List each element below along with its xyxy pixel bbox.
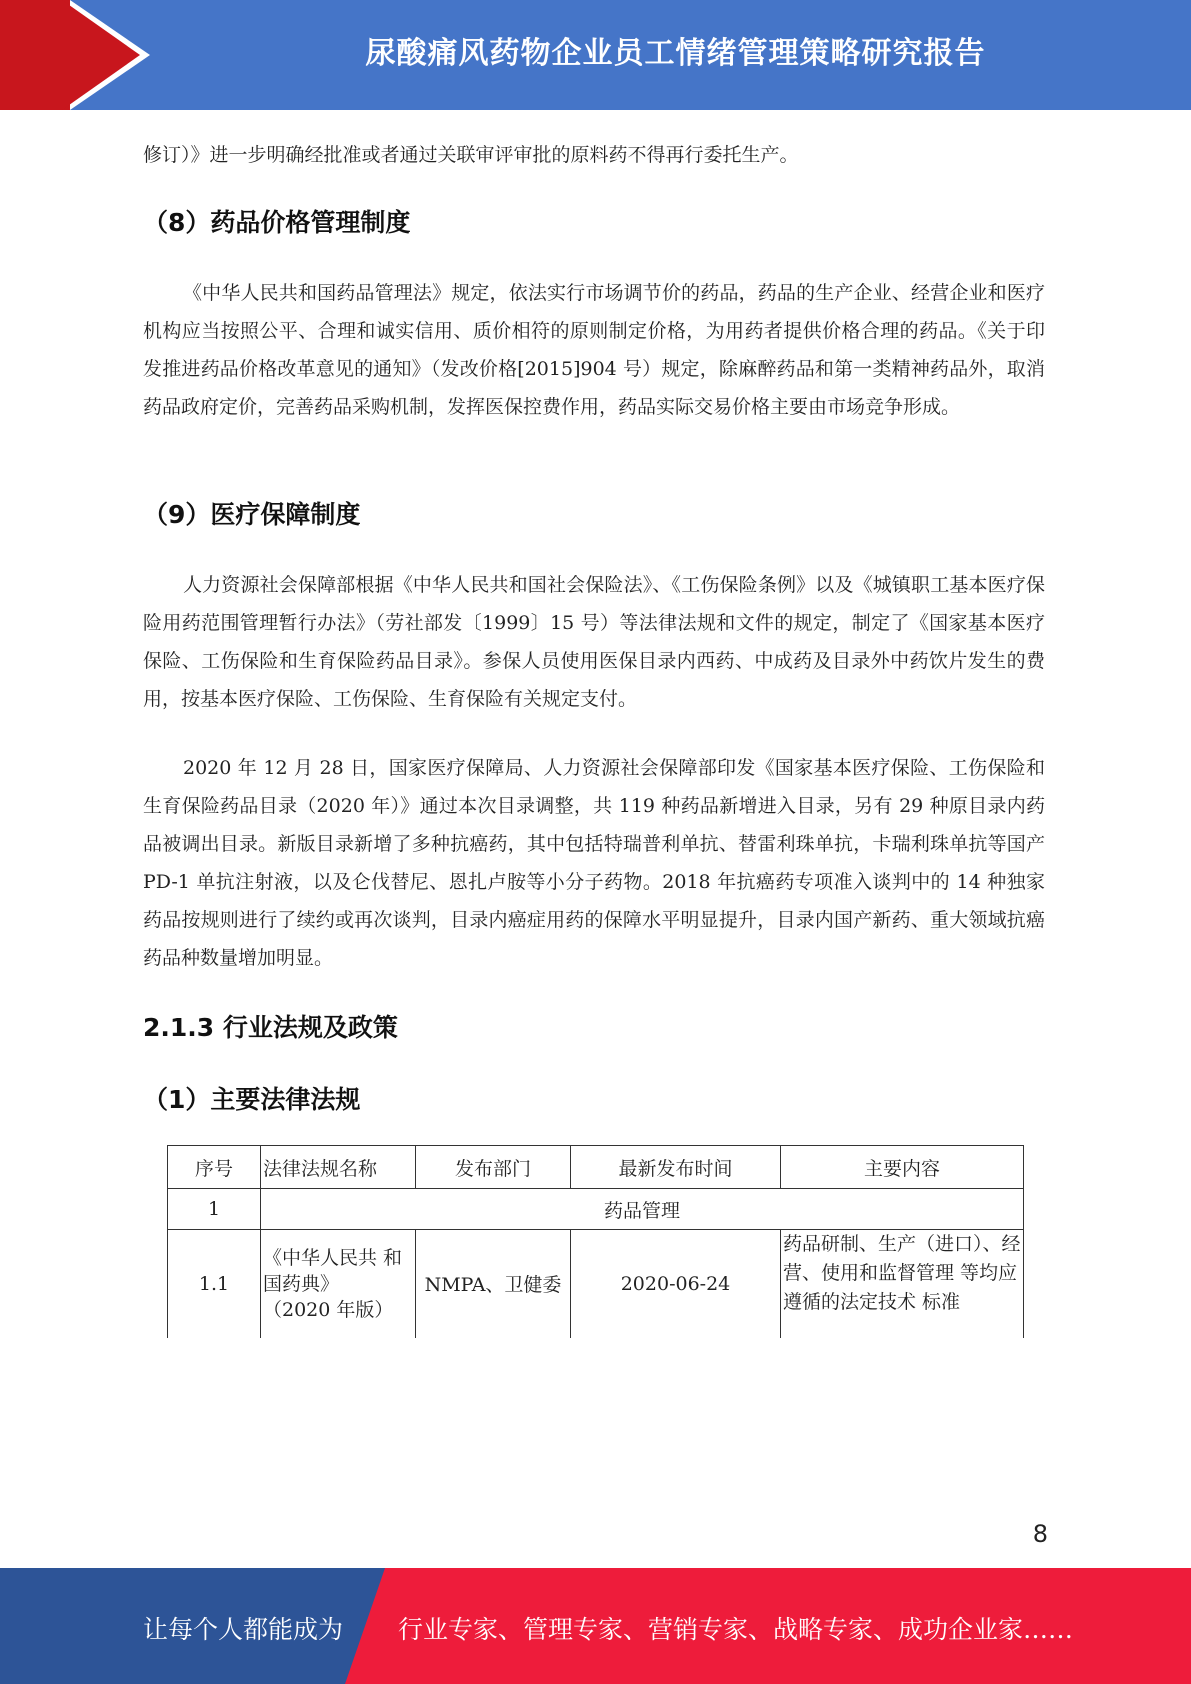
page-header	[0, 0, 1191, 110]
table-group-row	[168, 1189, 1024, 1230]
table-header-row	[168, 1146, 1024, 1189]
section-9-body-1	[143, 566, 1045, 718]
table-header-cell: 最新发布时间	[571, 1146, 781, 1189]
page-number: 8	[1032, 1520, 1048, 1548]
name-line: 国药典》	[263, 1272, 340, 1295]
table-row	[168, 1230, 1024, 1338]
laws-table	[167, 1145, 1024, 1338]
header-red-block	[0, 0, 70, 110]
intro-continuation-block	[143, 136, 1045, 174]
table-header-cell: 法律法规名称	[261, 1146, 416, 1189]
intro-continuation: 修订）》进一步明确经批准或者通过关联审评审批的原料药不得再行委托生产。	[143, 144, 799, 166]
section-9-body-2	[143, 749, 1045, 977]
header-red-chevron	[62, 0, 140, 110]
footer-slogan-left: 让每个人都能成为	[143, 1615, 344, 1644]
page-footer	[0, 1568, 1191, 1684]
table-cell-group-label: 药品管理	[261, 1189, 1024, 1230]
section-8-body	[143, 274, 1045, 426]
table-cell-dept: NMPA、卫健委	[416, 1230, 571, 1338]
table-header-cell: 序号	[168, 1146, 261, 1189]
table-cell-date: 2020-06-24	[571, 1230, 781, 1338]
section-9-paragraph-1: 人力资源社会保障部根据《中华人民共和国社会保险法》、《工伤保险条例》以及《城镇职工基本医疗保险用药范围管理暂行办法》（劳社部发〔1999〕15 号）等法律法规和文件的规定，制定了《国家基本医疗保险、工伤保险和生育保险药品目录》。参保人员使用医保目录内西药、中成药及目录外中药饮片发生的费用，按基本医疗保险、工伤保险、生育保险有关规定支付。	[143, 574, 1045, 710]
header-title: 尿酸痛风药物企业员工情绪管理策略研究报告	[365, 36, 986, 71]
subsection-1-heading: （1）主要法律法规	[143, 1085, 361, 1114]
table-cell-name	[261, 1230, 416, 1338]
section-2-1-3-heading: 2.1.3 行业法规及政策	[143, 1013, 398, 1042]
section-8-paragraph: 《中华人民共和国药品管理法》规定，依法实行市场调节价的药品，药品的生产企业、经营企业和医疗机构应当按照公平、合理和诚实信用、质价相符的原则制定价格，为用药者提供价格合理的药品。《关于印发推进药品价格改革意见的通知》（发改价格[2015]904 号）规定，除麻醉药品和第一类精神药品外，取消药品政府定价，完善药品采购机制，发挥医保控费作用，药品实际交易价格主要由市场竞争形成。	[143, 282, 1045, 418]
table-cell-index: 1	[168, 1189, 261, 1230]
table-cell-index: 1.1	[168, 1230, 261, 1338]
footer-blue-slant	[345, 1568, 385, 1684]
table-header-cell: 发布部门	[416, 1146, 571, 1189]
section-8-heading: （8）药品价格管理制度	[143, 208, 411, 237]
name-line: （2020 年版）	[263, 1298, 394, 1321]
footer-slogan-right: 行业专家、管理专家、营销专家、战略专家、成功企业家……	[398, 1615, 1074, 1644]
table-header-cell: 主要内容	[781, 1146, 1024, 1189]
table-cell-content: 药品研制、生产（进口）、经营、使用和监督管理 等均应遵循的法定技术 标准	[781, 1230, 1024, 1338]
section-9-heading: （9）医疗保障制度	[143, 500, 361, 529]
name-line: 《中华人民共 和	[263, 1246, 403, 1269]
section-9-paragraph-2: 2020 年 12 月 28 日，国家医疗保障局、人力资源社会保障部印发《国家基本医疗保险、工伤保险和生育保险药品目录（2020 年）》通过本次目录调整，共 119 种药品新增进入目录，另有 29 种原目录内药品被调出目录。新版目录新增了多种抗癌药，其中包括特瑞普利单抗、替雷利珠单抗，卡瑞利珠单抗等国产 PD-1 单抗注射液，以及仑伐替尼、恩扎卢胺等小分子药物。2018 年抗癌药专项准入谈判中的 14 种独家药品按规则进行了续约或再次谈判，目录内癌症用药的保障水平明显提升，目录内国产新药、重大领域抗癌药品种数量增加明显。	[143, 757, 1045, 969]
